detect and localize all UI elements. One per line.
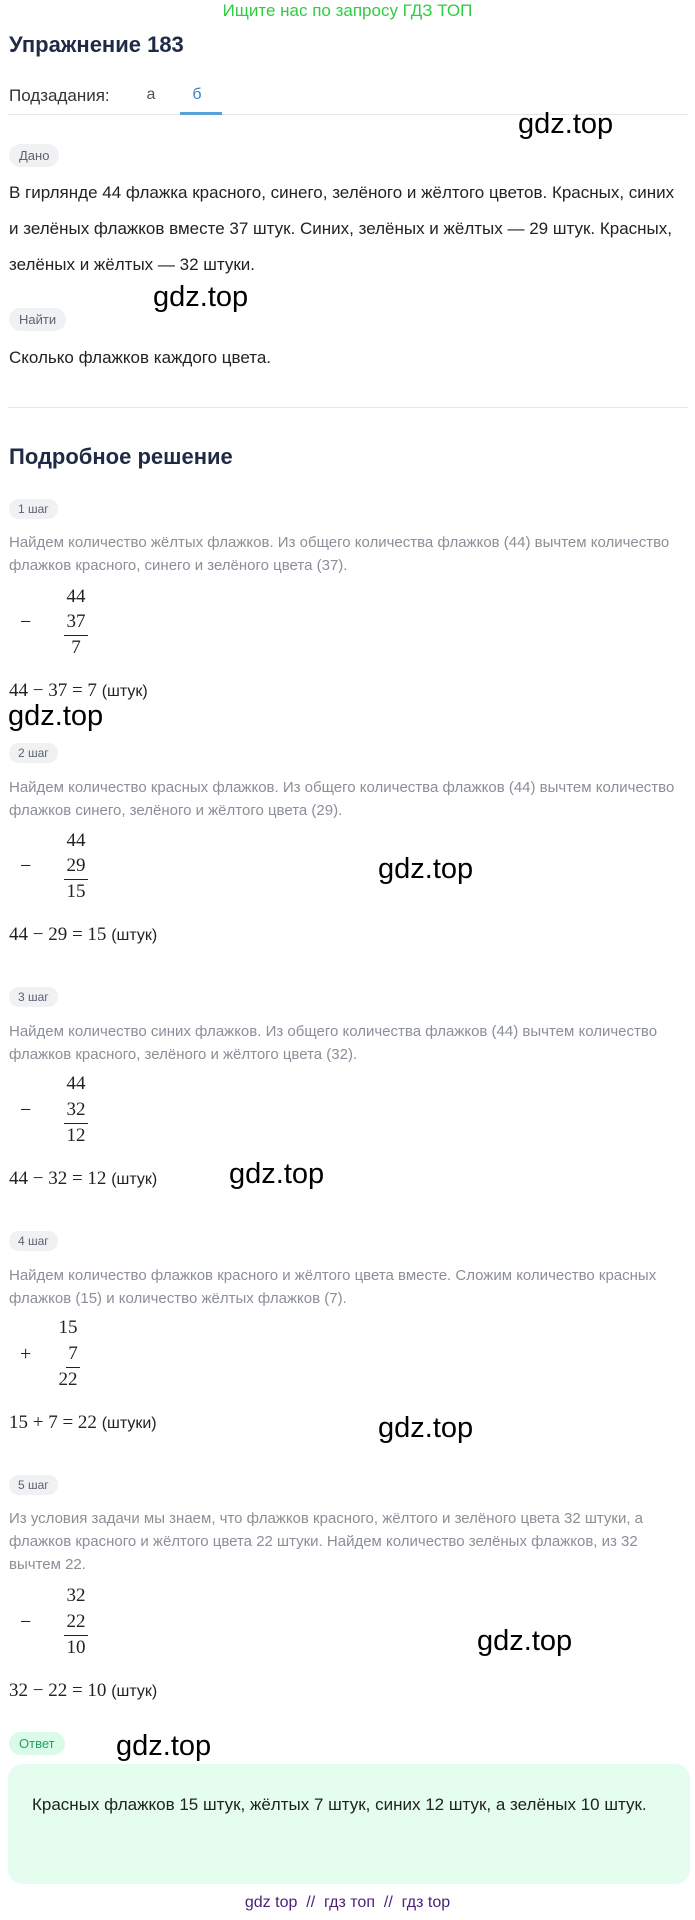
column-line xyxy=(64,1635,88,1636)
step-chip: 3 шаг xyxy=(9,987,58,1007)
column-subtrahend: 37 xyxy=(66,611,86,632)
step-text: Найдем количество синих флажков. Из общего количества флажков (44) вычтем количество флажков красного, зелёного и жёлтого цвета (32). xyxy=(9,1023,658,1063)
active-tab-indicator xyxy=(180,112,222,115)
column-operator: − xyxy=(20,611,32,633)
answer-box xyxy=(8,1764,690,1884)
step-text: Из условия задачи мы знаем, что флажков красного, жёлтого и зелёного цвета 32 штуки, а флажков красного и жёлтого цвета 22 штуки. Найдем количество зелёных флажков, из 32 вычтем 22. xyxy=(9,1510,644,1573)
column-subtrahend: 22 xyxy=(66,1611,86,1632)
column-result: 10 xyxy=(66,1637,86,1658)
column-result: 22 xyxy=(58,1369,78,1390)
column-result: 12 xyxy=(66,1125,86,1146)
answer-text: Красных флажков 15 штук, жёлтых 7 штук, синих 12 штук, а зелёных 10 штук. xyxy=(32,1795,647,1814)
column-operator: − xyxy=(20,1611,32,1633)
watermark: gdz.top xyxy=(229,1158,325,1190)
column-operator: − xyxy=(20,1099,32,1121)
column-result: 7 xyxy=(71,637,81,658)
watermark: gdz.top xyxy=(477,1625,573,1657)
column-line xyxy=(64,635,88,636)
step-chip: 1 шаг xyxy=(9,499,58,519)
step-chip: 5 шаг xyxy=(9,1475,58,1495)
step-equation: 44 − 29 = 15 (штук) xyxy=(9,924,158,945)
column-addend-2: 7 xyxy=(68,1343,78,1364)
find-text: Сколько флажков каждого цвета. xyxy=(9,348,272,367)
column-addend-1: 15 xyxy=(58,1317,78,1338)
subtasks-label: Подзадания: xyxy=(9,86,110,105)
column-subtrahend: 32 xyxy=(66,1099,86,1120)
step-equation: 32 − 22 = 10 (штук) xyxy=(9,1680,158,1701)
column-subtrahend: 29 xyxy=(66,855,86,876)
tab-subtask-a[interactable]: а xyxy=(146,86,156,103)
column-minuend: 32 xyxy=(66,1585,86,1606)
watermark: gdz.top xyxy=(378,1412,474,1444)
column-line xyxy=(64,1123,88,1124)
promo-banner[interactable]: Ищите нас по запросу ГДЗ ТОП xyxy=(222,1,473,20)
section-divider xyxy=(8,407,688,408)
find-chip: Найти xyxy=(9,308,66,331)
step-chip: 2 шаг xyxy=(9,743,58,763)
column-minuend: 44 xyxy=(66,586,86,607)
step-equation: 15 + 7 = 22 (штуки) xyxy=(9,1412,157,1433)
watermark: gdz.top xyxy=(153,281,249,313)
column-operator: − xyxy=(20,855,32,877)
step-text: Найдем количество флажков красного и жёлтого цвета вместе. Сложим количество красных флажков (15) и количество жёлтых флажков (7). xyxy=(9,1267,657,1307)
column-line xyxy=(64,879,88,880)
step-text: Найдем количество жёлтых флажков. Из общего количества флажков (44) вычтем количество флажков красного, синего и зелёного цвета (37). xyxy=(9,534,670,574)
answer-chip: Ответ xyxy=(9,1732,65,1755)
step-equation: 44 − 32 = 12 (штук) xyxy=(9,1168,158,1189)
column-minuend: 44 xyxy=(66,830,86,851)
footer-links[interactable]: gdz top // гдз топ // гдз top xyxy=(244,1894,451,1911)
step-chip: 4 шаг xyxy=(9,1231,58,1251)
given-text: В гирлянде 44 флажка красного, синего, зелёного и жёлтого цветов. Красных, синих и зелёных флажков вместе 37 штук. Синих, зелёных и жёлтых — 29 штук. Красных, зелёных и жёлтых — 32 штуки. xyxy=(9,183,675,274)
column-result: 15 xyxy=(66,881,86,902)
column-line xyxy=(66,1367,80,1368)
step-equation: 44 − 37 = 7 (штук) xyxy=(9,680,148,701)
tab-subtask-b[interactable]: б xyxy=(192,86,202,103)
step-text: Найдем количество красных флажков. Из общего количества флажков (44) вычтем количество флажков синего, зелёного и жёлтого цвета (29). xyxy=(9,779,675,819)
given-chip: Дано xyxy=(9,144,59,167)
page-title: Упражнение 183 xyxy=(9,32,184,57)
column-operator: + xyxy=(20,1343,32,1365)
watermark: gdz.top xyxy=(116,1730,212,1762)
column-minuend: 44 xyxy=(66,1073,86,1094)
watermark: gdz.top xyxy=(518,108,614,140)
watermark: gdz.top xyxy=(378,853,474,885)
watermark: gdz.top xyxy=(8,700,104,732)
solution-title: Подробное решение xyxy=(9,444,233,469)
